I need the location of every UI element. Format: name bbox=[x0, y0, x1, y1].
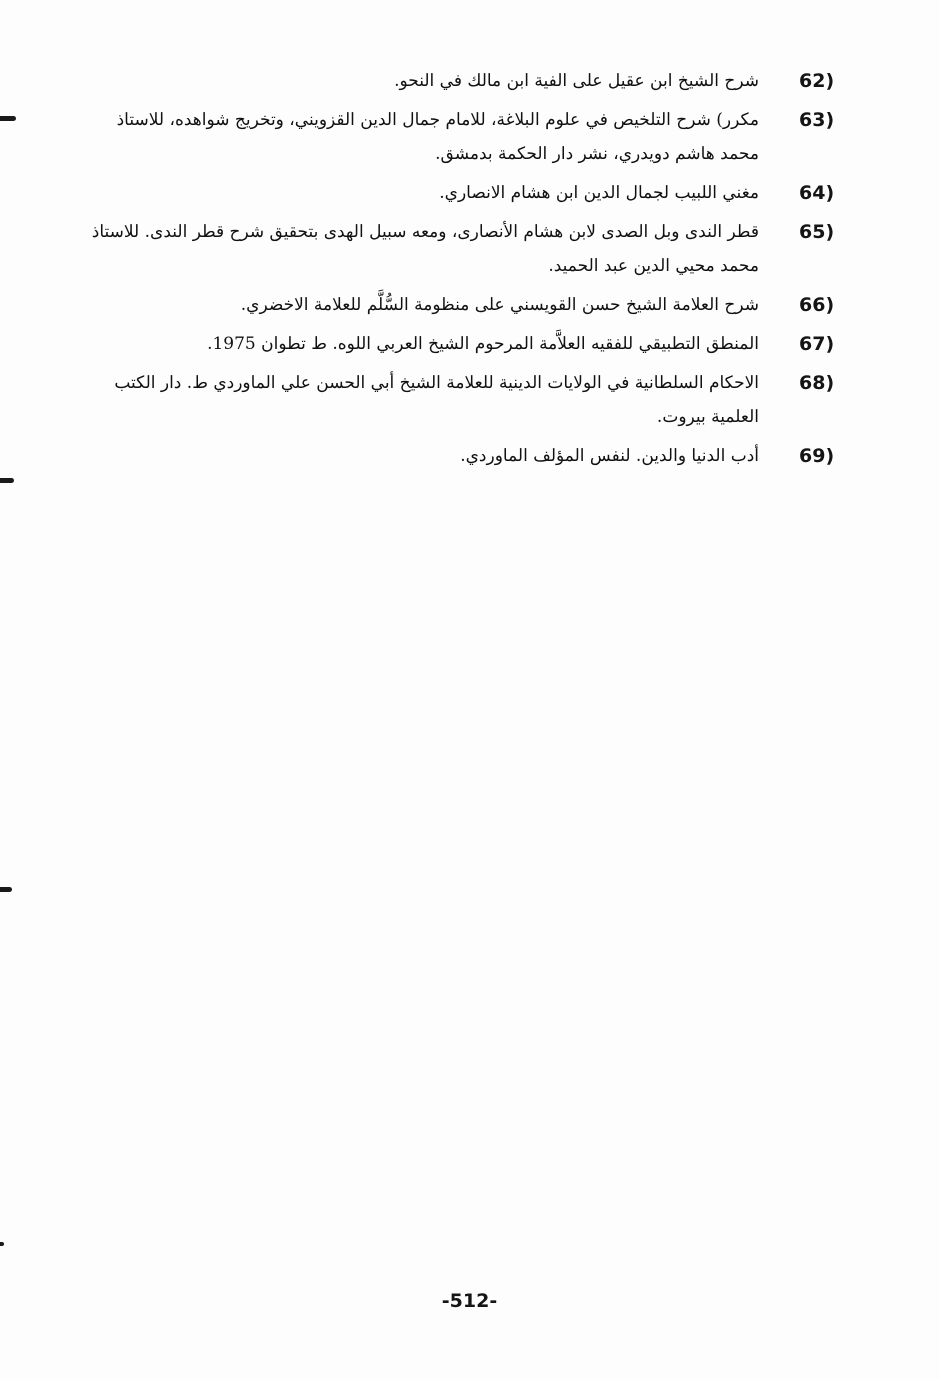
bibliography-entry-69 bbox=[80, 439, 939, 473]
entry-text: شرح العلامة الشيخ حسن القويسني على منظومة السُّلَّم للعلامة الاخضري. bbox=[240, 295, 759, 315]
bibliography-list bbox=[80, 64, 939, 478]
bibliography-entry-68 bbox=[80, 366, 939, 434]
entry-text: قطر الندى وبل الصدى لابن هشام الأنصارى، ومعه سبيل الهدى بتحقيق شرح قطر الندى. للاستاذ محمد محيي الدين عبد الحميد. bbox=[91, 222, 759, 276]
entry-number: 68) bbox=[799, 372, 835, 394]
bibliography-entry-62 bbox=[80, 64, 939, 98]
entry-number: 67) bbox=[799, 333, 835, 355]
entry-number: 63) bbox=[799, 109, 835, 131]
scan-margin-mark bbox=[0, 478, 14, 483]
scan-margin-mark bbox=[0, 116, 16, 121]
bibliography-entry-63 bbox=[80, 103, 939, 171]
page-number: -512- bbox=[441, 1290, 498, 1312]
scan-margin-mark bbox=[0, 887, 12, 892]
entry-text: المنطق التطبيقي للفقيه العلاَّمة المرحوم الشيخ العربي اللوه. ط تطوان 1975. bbox=[207, 334, 759, 354]
bibliography-entry-66 bbox=[80, 288, 939, 322]
entry-number: 64) bbox=[799, 182, 835, 204]
entry-number: 65) bbox=[799, 221, 835, 243]
entry-text: شرح الشيخ ابن عقيل على الفية ابن مالك في النحو. bbox=[394, 71, 759, 91]
entry-text: أدب الدنيا والدين. لنفس المؤلف الماوردي. bbox=[460, 446, 759, 466]
entry-text: مكرر) شرح التلخيص في علوم البلاغة، للامام جمال الدين القزويني، وتخريج شواهده، للاستاذ محمد هاشم دويدري، نشر دار الحكمة بدمشق. bbox=[116, 110, 759, 164]
entry-text: مغني اللبيب لجمال الدين ابن هشام الانصاري. bbox=[439, 183, 759, 203]
entry-number: 62) bbox=[799, 70, 835, 92]
bibliography-entry-64 bbox=[80, 176, 939, 210]
entry-number: 69) bbox=[799, 445, 835, 467]
bibliography-entry-65 bbox=[80, 215, 939, 283]
entry-number: 66) bbox=[799, 294, 835, 316]
entry-text: الاحكام السلطانية في الولايات الدينية للعلامة الشيخ أبي الحسن علي الماوردي ط. دار الكتب العلمية بيروت. bbox=[114, 373, 759, 427]
bibliography-entry-67 bbox=[80, 327, 939, 361]
scan-margin-mark bbox=[0, 1242, 4, 1246]
